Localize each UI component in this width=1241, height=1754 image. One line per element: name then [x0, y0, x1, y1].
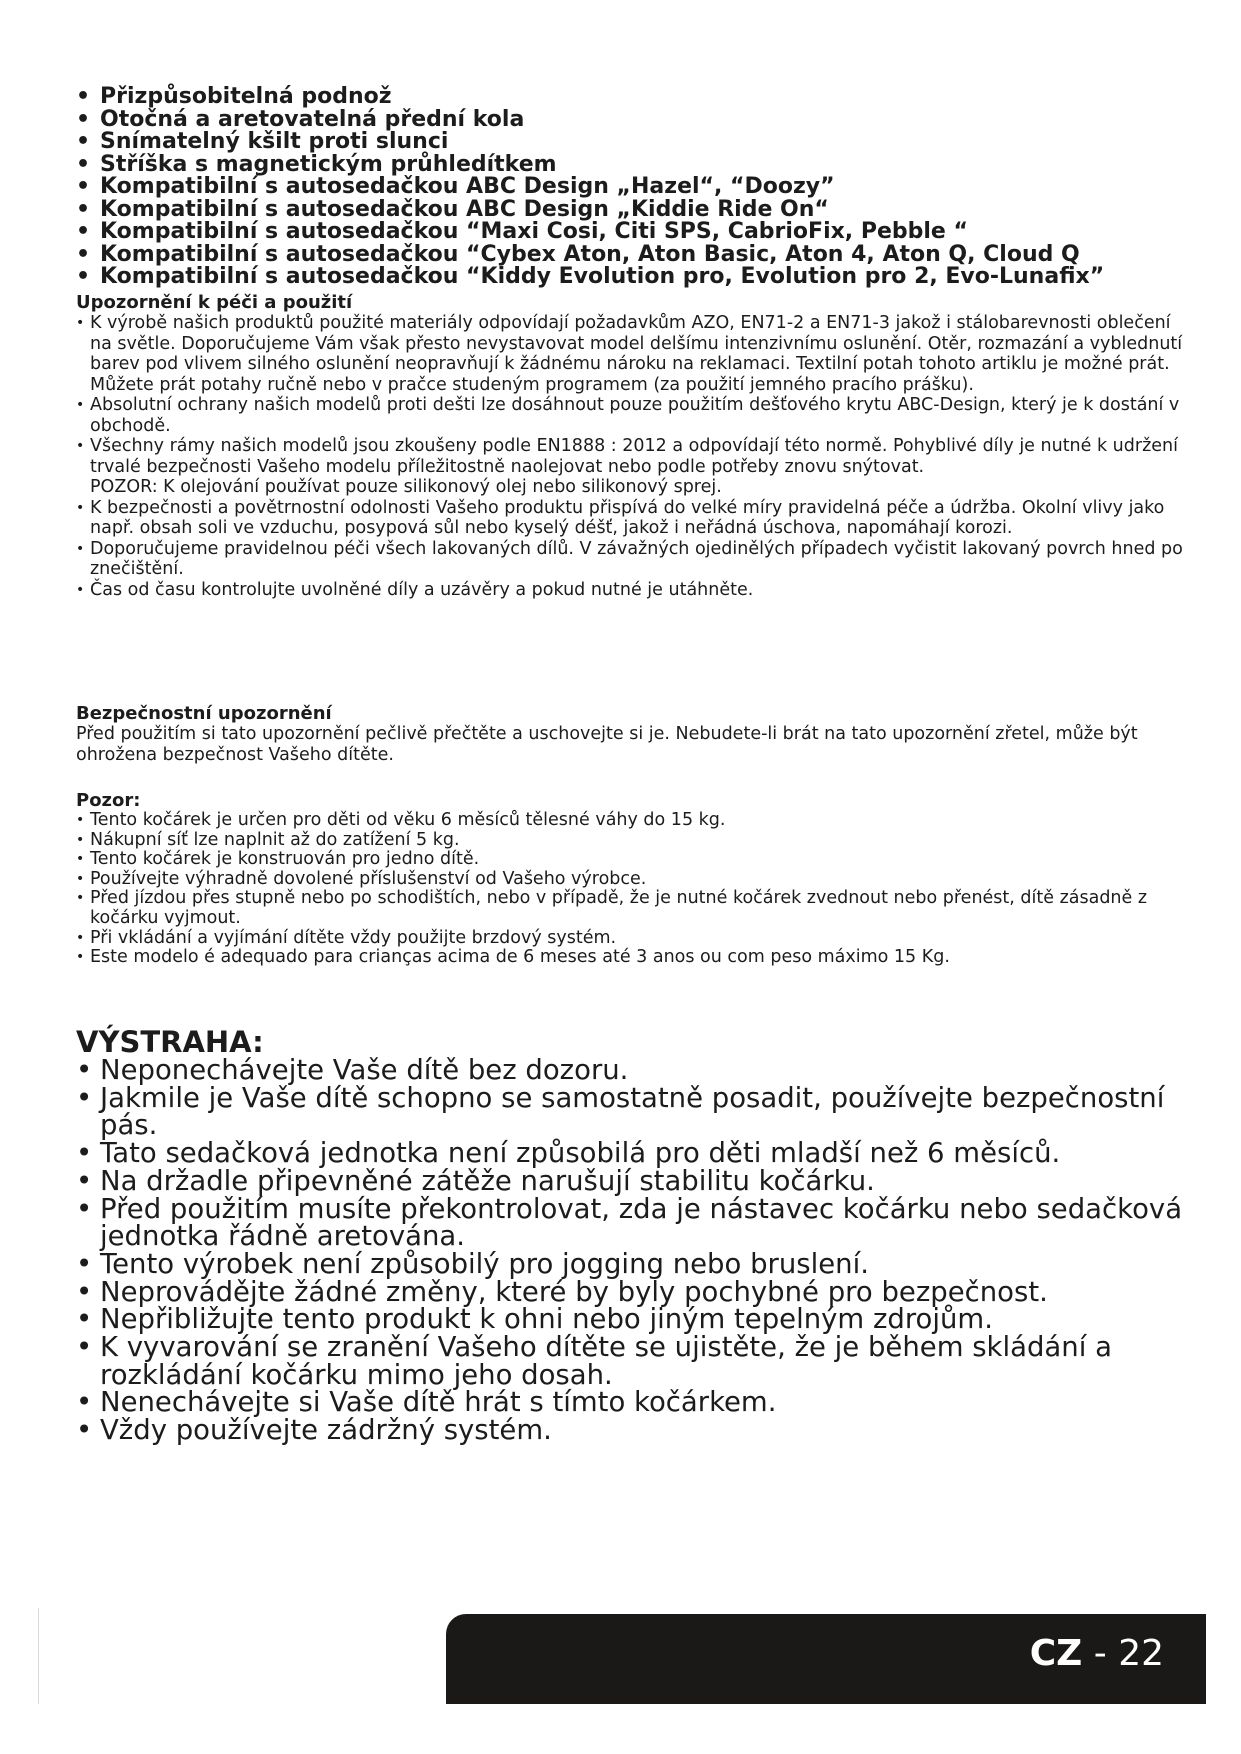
feature-item: • Kompatibilní s autosedačkou “Kiddy Evolution pro, Evolution pro 2, Evo-Lunafix” — [76, 266, 1196, 289]
warning-item: • Tento výrobek není způsobilý pro jogging nebo bruslení. — [76, 1251, 1196, 1279]
care-item: • Všechny rámy našich modelů jsou zkoušeny podle EN1888 : 2012 a odpovídají této normě. Pohyblivé díly je nutné k udržení trvalé bezpečnosti Vašeho modelu příležitostně naolejovat nebo podle potřeby znovu snýtovat. — [76, 436, 1186, 477]
care-item: • Absolutní ochrany našich modelů proti dešti lze dosáhnout pouze použitím dešťového krytu ABC-Design, který je k dostání v obchodě. — [76, 395, 1186, 436]
care-item: • K výrobě našich produktů použité materiály odpovídají požadavkům AZO, EN71-2 a EN71-3 jakož i stálobarevnosti oblečení na světle. Doporučujeme Vám však přesto nevystavovat model delšímu intenzivnímu oslunění. Otěr, rozmazání a vyblednutí barev pod vlivem silného oslunění neopravňují k žádnému nároku na reklamaci. Textilní potah tohoto artiklu je možné prát. Můžete prát potahy ručně nebo v pračce studeným programem (za použití jemného pracího prášku). — [76, 313, 1186, 395]
warning-heading: VÝSTRAHA: — [76, 1025, 264, 1059]
feature-item: • Kompatibilní s autosedačkou “Cybex Aton, Aton Basic, Aton 4, Aton Q, Cloud Q — [76, 244, 1196, 267]
features-list — [76, 86, 1196, 289]
warning-item: • Nepřibližujte tento produkt k ohni nebo jiným tepelným zdrojům. — [76, 1306, 1196, 1334]
warning-item: • Před použitím musíte překontrolovat, zda je nástavec kočárku nebo sedačková jednotka řádně aretována. — [76, 1196, 1196, 1251]
feature-item: • Kompatibilní s autosedačkou “Maxi Cosi, Citi SPS, CabrioFix, Pebble “ — [76, 221, 1196, 244]
warning-item: • Jakmile je Vaše dítě schopno se samostatně posadit, používejte bezpečnostní pás. — [76, 1085, 1196, 1140]
care-item: • K bezpečnosti a povětrnostní odolnosti Vašeho produktu přispívá do velké míry pravidelná péče a údržba. Okolní vlivy jako např. obsah soli ve vzduchu, posypová sůl nebo kyselý déšť, jakož i neřádná úschova, napomáhají korozi. — [76, 498, 1186, 539]
pozor-item: • Tento kočárek je určen pro děti od věku 6 měsíců tělesné váhy do 15 kg. — [76, 811, 1186, 831]
pozor-item: • Při vkládání a vyjímání dítěte vždy použijte brzdový systém. — [76, 929, 1186, 949]
warning-item: • Na držadle připevněné zátěže narušují stabilitu kočárku. — [76, 1168, 1196, 1196]
pozor-item: • Používejte výhradně dovolené příslušenství od Vašeho výrobce. — [76, 870, 1186, 890]
care-section — [76, 292, 1186, 600]
feature-item: • Kompatibilní s autosedačkou ABC Design „Hazel“, “Doozy” — [76, 176, 1196, 199]
care-item: • Doporučujeme pravidelnou péči všech lakovaných dílů. V závažných ojedinělých případech vyčistit lakovaný povrch hned po znečištění. — [76, 539, 1186, 580]
warning-section — [76, 1027, 1196, 1445]
care-item: • Čas od času kontrolujte uvolněné díly a uzávěry a pokud nutné je utáhněte. — [76, 580, 1186, 601]
feature-item: • Otočná a aretovatelná přední kola — [76, 109, 1196, 132]
feature-item: • Přizpůsobitelná podnož — [76, 86, 1196, 109]
language-code: CZ — [1029, 1633, 1083, 1674]
page-number-label — [1030, 1632, 1164, 1676]
safety-text: Před použitím si tato upozornění pečlivě přečtěte a uschovejte si je. Nebudete-li brát na tato upozornění zřetel, může být ohrožena bezpečnost Vašeho dítěte. — [76, 724, 1138, 765]
warning-item: • Tato sedačková jednotka není způsobilá pro děti mladší než 6 měsíců. — [76, 1140, 1196, 1168]
warning-item: • Neponechávejte Vaše dítě bez dozoru. — [76, 1057, 1196, 1085]
warning-item: • Neprovádějte žádné změny, které by byly pochybné pro bezpečnost. — [76, 1279, 1196, 1307]
pozor-section — [76, 790, 1186, 968]
pozor-item: • Před jízdou přes stupně nebo po schodištích, nebo v případě, že je nutné kočárek zvednout nebo přenést, dítě zásadně z kočárku vyjmout. — [76, 889, 1186, 928]
margin-line — [38, 1608, 39, 1704]
safety-section — [76, 703, 1186, 765]
page-footer — [446, 1614, 1206, 1704]
care-note: POZOR: K olejování používat pouze silikonový olej nebo silikonový sprej. — [90, 477, 722, 497]
page-separator: - — [1082, 1633, 1119, 1674]
feature-item: • Stříška s magnetickým průhledítkem — [76, 154, 1196, 177]
warning-item: • Nenechávejte si Vaše dítě hrát s tímto kočárkem. — [76, 1389, 1196, 1417]
feature-item: • Kompatibilní s autosedačkou ABC Design „Kiddie Ride On“ — [76, 199, 1196, 222]
pozor-heading: Pozor: — [76, 790, 141, 811]
pozor-item: • Tento kočárek je konstruován pro jedno dítě. — [76, 850, 1186, 870]
care-heading: Upozornění k péči a použití — [76, 292, 353, 313]
warning-item: • Vždy používejte zádržný systém. — [76, 1417, 1196, 1445]
pozor-item: • Nákupní síť lze naplnit až do zatížení 5 kg. — [76, 831, 1186, 851]
safety-heading: Bezpečnostní upozornění — [76, 703, 332, 724]
page-number: 22 — [1118, 1633, 1164, 1674]
warning-item: • K vyvarování se zranění Vašeho dítěte se ujistěte, že je během skládání a rozkládání kočárku mimo jeho dosah. — [76, 1334, 1196, 1389]
pozor-item: • Este modelo é adequado para crianças acima de 6 meses até 3 anos ou com peso máximo 15 Kg. — [76, 948, 1186, 968]
feature-item: • Snímatelný kšilt proti slunci — [76, 131, 1196, 154]
